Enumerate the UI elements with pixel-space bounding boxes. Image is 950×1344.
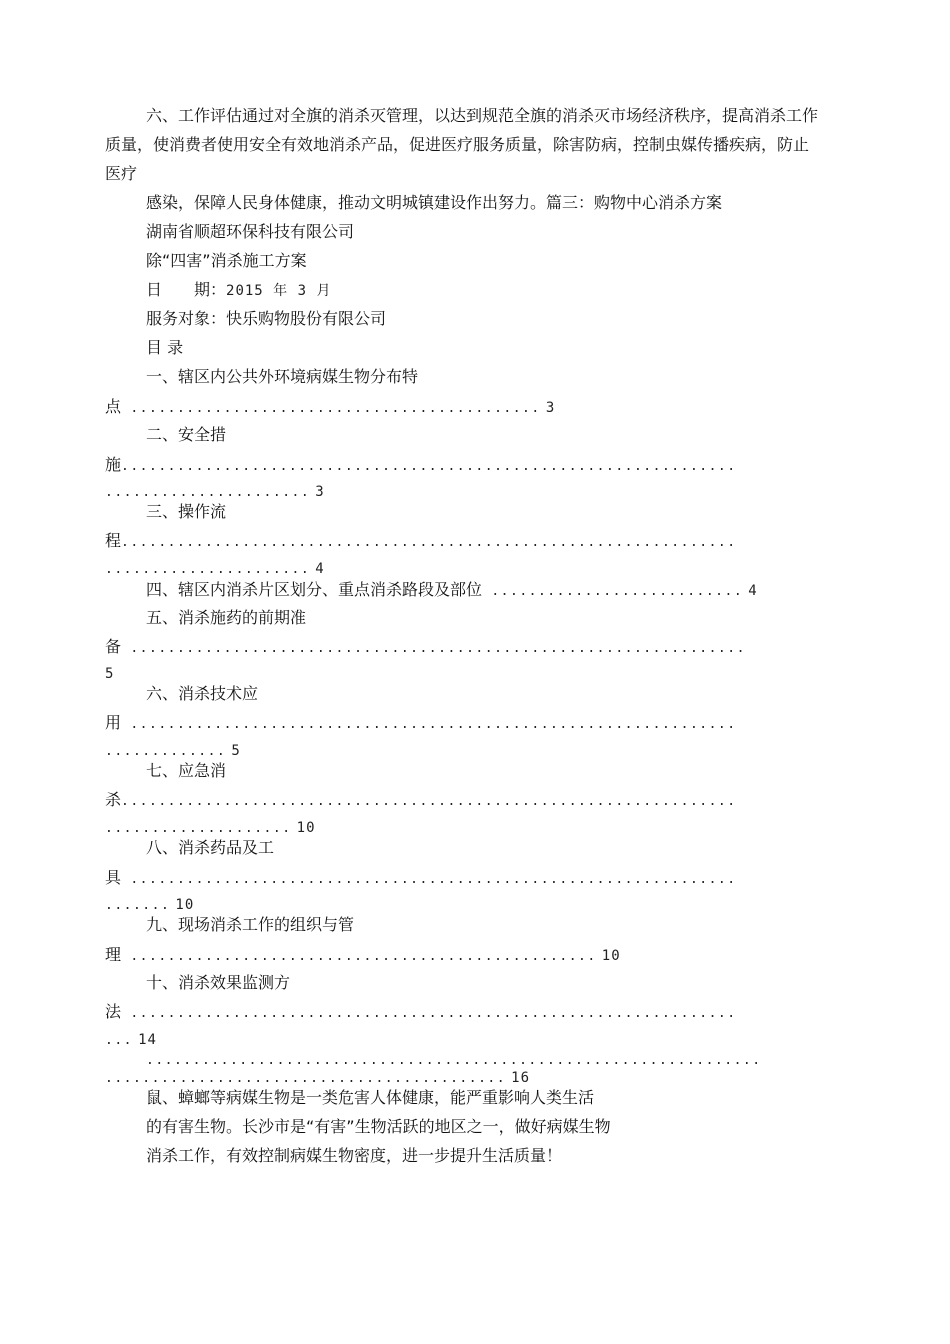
intro-line-1: 六、工作评估通过对全旗的消杀灭管理，以达到规范全旗的消杀灭市场经济秩序，提高消杀工作 [146,106,819,125]
toc-page-number: 5 [105,666,115,682]
toc-page-number: 3 [545,400,556,416]
toc-entry-line-cont [105,558,325,580]
outro-line-3: 消杀工作，有效控制病媒生物密度，进一步提升生活质量！ [146,1146,563,1165]
toc-title: 目 录 [146,338,184,357]
toc-dot-leader: .................................................................. [146,1053,762,1068]
toc-page-number: 16 [511,1070,530,1086]
toc-entry-line [105,868,737,890]
client-line: 服务对象：快乐购物股份有限公司 [146,309,387,328]
toc-entry-tail: 点 [105,397,122,416]
toc-dot-leader: ............. [105,744,227,759]
toc-entry-line [146,580,758,602]
toc-entry-head: 三、操作流 [146,502,227,521]
toc-dot-leader: .................................................................. [121,641,746,656]
toc-entry-head: 四、辖区内消杀片区划分、重点消杀路段及部位 [146,580,483,599]
date-line [146,280,331,301]
intro-line-4: 感染，保障人民身体健康，推动文明城镇建设作出努力。篇三：购物中心消杀方案 [146,193,723,212]
toc-entry-line [105,637,746,659]
toc-dot-leader: ........................................... [105,1071,507,1086]
intro-line-3: 医疗 [105,164,138,183]
toc-dot-leader: ................................................................. [121,1006,737,1021]
toc-entry-line-cont [105,1067,530,1089]
toc-dot-leader: ...................... [105,562,311,577]
toc-entry-head: 二、安全措 [146,425,227,444]
intro-line-2: 质量，使消费者使用安全有效地消杀产品，促进医疗服务质量，除害防病，控制虫媒传播疾病，防止 [105,135,810,154]
toc-entry-tail: 杀 [105,790,122,809]
toc-entry-tail: 施 [105,455,122,474]
toc-page-number: 10 [175,897,195,913]
toc-entry-head: 十、消杀效果监测方 [146,973,291,992]
toc-entry-line [105,1002,737,1024]
toc-entry-head: 七、应急消 [146,761,227,780]
toc-dot-leader: ................................................................. [121,872,737,887]
toc-page-number: 5 [231,743,241,759]
outro-line-1: 鼠、蟑螂等病媒生物是一类危害人体健康，能严重影响人类生活 [146,1088,595,1107]
toc-dot-leader: .................................................................. [121,535,737,550]
toc-entry-line-cont [105,894,194,916]
toc-dot-leader: ................................................................. [121,717,737,732]
toc-entry-line [105,455,737,477]
toc-entry-line-cont [105,740,241,762]
plan-title: 除“四害”消杀施工方案 [146,251,307,270]
toc-page-number: 3 [315,484,325,500]
toc-entry-head: 五、消杀施药的前期准 [146,608,307,627]
toc-entry-head: 六、消杀技术应 [146,684,259,703]
outro-line-2: 的有害生物。长沙市是“有害”生物活跃的地区之一，做好病媒生物 [146,1117,611,1136]
toc-dot-leader: .................................................................. [121,794,737,809]
toc-entry-tail: 理 [105,945,122,964]
toc-dot-leader: .................................................................. [121,459,737,474]
toc-page-number: 10 [296,820,316,836]
toc-dot-leader: ...................... [105,485,311,500]
toc-page-number: 10 [601,948,621,964]
toc-dot-leader: .................................................. [121,949,597,964]
toc-entry-head: 九、现场消杀工作的组织与管 [146,915,355,934]
toc-entry-line-cont [105,1029,157,1051]
toc-entry-head: 一、辖区内公共外环境病媒生物分布特 [146,367,419,386]
toc-entry-line [105,531,737,553]
toc-entry-line [105,945,621,967]
toc-dot-leader: ........................... [482,584,744,599]
toc-entry-line-cont [105,817,316,839]
toc-dot-leader: ............................................ [121,401,541,416]
toc-entry-tail: 备 [105,637,122,656]
date-label: 日 期： [146,280,227,299]
toc-dot-leader: ....... [105,898,171,913]
toc-page-number: 14 [138,1032,157,1048]
toc-entry-line [105,713,737,735]
toc-entry-line [105,790,737,812]
toc-entry-line-cont [105,481,325,503]
toc-entry-tail: 法 [105,1002,122,1021]
toc-dot-leader: ... [105,1033,133,1048]
company-name: 湖南省顺超环保科技有限公司 [146,222,355,241]
toc-page-number: 4 [315,561,325,577]
toc-entry-tail: 程 [105,531,122,550]
toc-entry-tail: 具 [105,868,122,887]
toc-dot-leader: .................... [105,821,292,836]
toc-entry-tail: 用 [105,713,122,732]
toc-page-number: 4 [748,583,758,599]
date-value: 2015 年 3 月 [226,283,332,299]
toc-entry-line-cont [105,663,114,684]
toc-entry-head: 八、消杀药品及工 [146,838,275,857]
toc-entry-line [105,397,555,419]
